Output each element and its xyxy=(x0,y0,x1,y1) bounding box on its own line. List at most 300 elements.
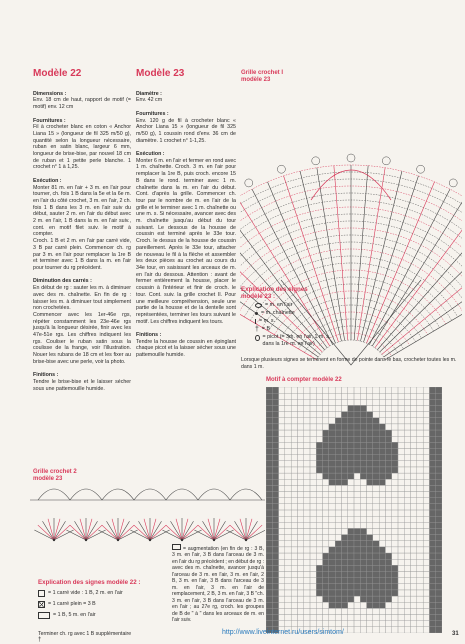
filet-cell xyxy=(297,504,303,510)
grille2-arch xyxy=(198,489,230,500)
filet-cell xyxy=(404,572,410,578)
filet-cell xyxy=(404,596,410,602)
filet-cell xyxy=(436,615,442,621)
filet-cell xyxy=(411,572,417,578)
filet-cell xyxy=(341,455,347,461)
filet-cell xyxy=(323,596,329,602)
filet-cell xyxy=(398,455,404,461)
filet-cell xyxy=(398,492,404,498)
filet-cell xyxy=(285,547,291,553)
filet-cell xyxy=(279,430,285,436)
filet-cell xyxy=(341,492,347,498)
grille1-spoke xyxy=(385,271,462,360)
filet-cell xyxy=(385,516,391,522)
filet-cell xyxy=(348,627,354,633)
filet-cell xyxy=(348,559,354,565)
filet-cell xyxy=(373,405,379,411)
filet-cell xyxy=(360,621,366,627)
filet-cell xyxy=(411,430,417,436)
filet-cell xyxy=(279,547,285,553)
filet-cell xyxy=(385,504,391,510)
filet-cell xyxy=(285,473,291,479)
model23-diametre: Env. 42 cm xyxy=(136,97,163,104)
filet-cell xyxy=(373,461,379,467)
filet-cell xyxy=(423,541,429,547)
filet-cell xyxy=(404,584,410,590)
filet-cell xyxy=(341,498,347,504)
filet-cell xyxy=(404,455,410,461)
filet-cell xyxy=(304,387,310,393)
grille2-fan-stitch xyxy=(118,519,124,540)
filet-cell xyxy=(291,479,297,485)
filet-cell xyxy=(423,547,429,553)
legend23-row-chain xyxy=(255,302,292,309)
filet-cell xyxy=(323,541,329,547)
filet-cell xyxy=(360,590,366,596)
filet-cell xyxy=(323,479,329,485)
filet-cell xyxy=(398,442,404,448)
filet-cell xyxy=(279,461,285,467)
filet-cell xyxy=(379,467,385,473)
filet-cell xyxy=(379,627,385,633)
filet-cell xyxy=(360,615,366,621)
filet-cell xyxy=(360,412,366,418)
filet-cell xyxy=(379,442,385,448)
filet-cell xyxy=(417,442,423,448)
filet-cell xyxy=(310,399,316,405)
filet-cell xyxy=(335,522,341,528)
filet-cell xyxy=(429,578,435,584)
filet-cell xyxy=(348,467,354,473)
filet-cell xyxy=(354,528,360,534)
filet-cell xyxy=(436,553,442,559)
filet-cell xyxy=(423,596,429,602)
filet-cell xyxy=(304,621,310,627)
legend23-row-sc xyxy=(255,318,275,325)
filet-cell xyxy=(310,547,316,553)
filet-cell xyxy=(279,510,285,516)
filet-cell xyxy=(411,516,417,522)
legend22-row-full xyxy=(38,601,96,608)
filet-cell xyxy=(323,528,329,534)
filet-cell xyxy=(272,535,278,541)
filet-cell xyxy=(335,412,341,418)
filet-cell xyxy=(272,442,278,448)
filet-cell xyxy=(423,528,429,534)
filet-cell xyxy=(367,565,373,571)
legend22-more-text: Terminer ch. rg avec 1 B supplémentaire xyxy=(38,630,132,637)
model23-fournitures-heading: Fournitures : xyxy=(136,110,169,117)
filet-cell xyxy=(279,590,285,596)
filet-cell xyxy=(404,578,410,584)
filet-cell xyxy=(429,455,435,461)
filet-cell xyxy=(385,399,391,405)
filet-cell xyxy=(323,578,329,584)
filet-cell xyxy=(373,399,379,405)
filet-cell xyxy=(291,412,297,418)
filet-cell xyxy=(316,522,322,528)
filet-cell xyxy=(335,510,341,516)
filet-cell xyxy=(404,559,410,565)
filet-cell xyxy=(316,473,322,479)
filet-cell xyxy=(272,590,278,596)
filet-cell xyxy=(385,584,391,590)
legend23-item: = m. s. xyxy=(259,318,276,324)
filet-cell xyxy=(354,541,360,547)
filet-cell xyxy=(423,578,429,584)
filet-cell xyxy=(266,559,272,565)
filet-cell xyxy=(367,516,373,522)
filet-cell xyxy=(417,393,423,399)
filet-cell xyxy=(323,608,329,614)
filet-cell xyxy=(373,572,379,578)
filet-cell xyxy=(354,608,360,614)
filet-cell xyxy=(279,553,285,559)
filet-cell xyxy=(417,461,423,467)
filet-cell xyxy=(373,412,379,418)
filet-cell xyxy=(272,399,278,405)
filet-cell xyxy=(373,528,379,534)
grille1-scallop xyxy=(347,154,355,162)
filet-cell xyxy=(272,572,278,578)
filet-cell xyxy=(304,492,310,498)
filet-cell xyxy=(285,498,291,504)
filet-cell xyxy=(423,449,429,455)
filet-cell xyxy=(385,455,391,461)
model23-text xyxy=(136,84,236,366)
filet-cell xyxy=(373,449,379,455)
filet-cell xyxy=(304,504,310,510)
filet-cell xyxy=(385,467,391,473)
filet-cell xyxy=(341,535,347,541)
filet-cell xyxy=(354,498,360,504)
augmentation-icon xyxy=(172,544,181,550)
filet-cell xyxy=(436,535,442,541)
filet-cell xyxy=(392,510,398,516)
filet-cell xyxy=(316,615,322,621)
legend22-item: = 1 B, 5 m. en l'air xyxy=(53,612,96,618)
filet-cell xyxy=(285,572,291,578)
filet-cell xyxy=(279,516,285,522)
filet-cell xyxy=(291,504,297,510)
filet-cell xyxy=(367,485,373,491)
filet-cell xyxy=(285,578,291,584)
filet-cell xyxy=(367,449,373,455)
filet-cell xyxy=(398,565,404,571)
filet-cell xyxy=(304,424,310,430)
filet-cell xyxy=(266,565,272,571)
filet-cell xyxy=(373,442,379,448)
filet-cell xyxy=(285,418,291,424)
filet-cell xyxy=(379,547,385,553)
filet-cell xyxy=(341,584,347,590)
filet-cell xyxy=(385,485,391,491)
grille1-scallop xyxy=(245,179,253,187)
model22-execution-heading: Exécution : xyxy=(33,177,62,184)
filet-cell xyxy=(404,492,410,498)
filet-cell xyxy=(348,430,354,436)
filet-cell xyxy=(423,399,429,405)
filet-cell xyxy=(285,412,291,418)
filet-cell xyxy=(411,455,417,461)
filet-cell xyxy=(291,528,297,534)
filet-cell xyxy=(291,498,297,504)
filet-cell xyxy=(423,424,429,430)
filet-cell xyxy=(266,412,272,418)
filet-cell xyxy=(310,578,316,584)
filet-cell xyxy=(411,436,417,442)
filet-cell xyxy=(373,535,379,541)
filet-cell xyxy=(411,412,417,418)
filet-cell xyxy=(297,547,303,553)
filet-cell xyxy=(341,436,347,442)
filet-cell xyxy=(285,602,291,608)
filet-cell xyxy=(404,424,410,430)
filet-cell xyxy=(348,596,354,602)
filet-cell xyxy=(285,393,291,399)
filet-cell xyxy=(285,553,291,559)
filet-cell xyxy=(373,393,379,399)
filet-cell xyxy=(354,522,360,528)
filet-cell xyxy=(316,553,322,559)
filet-cell xyxy=(417,572,423,578)
filet-cell xyxy=(341,596,347,602)
filet-cell xyxy=(436,399,442,405)
filet-cell xyxy=(379,541,385,547)
filet-cell xyxy=(385,387,391,393)
filet-cell xyxy=(304,399,310,405)
filet-cell xyxy=(411,418,417,424)
filet-cell xyxy=(392,436,398,442)
filet-cell xyxy=(379,455,385,461)
filet-cell xyxy=(423,405,429,411)
filet-cell xyxy=(329,424,335,430)
filet-cell xyxy=(354,430,360,436)
filet-cell xyxy=(323,461,329,467)
filet-cell xyxy=(379,412,385,418)
filet-cell xyxy=(354,559,360,565)
filet-cell xyxy=(335,547,341,553)
filet-cell xyxy=(266,504,272,510)
filet-cell xyxy=(436,461,442,467)
filet-cell xyxy=(429,387,435,393)
filet-cell xyxy=(436,504,442,510)
filet-cell xyxy=(423,590,429,596)
filet-cell xyxy=(379,572,385,578)
filet-cell xyxy=(310,516,316,522)
filet-cell xyxy=(436,485,442,491)
filet-cell xyxy=(373,559,379,565)
filet-cell xyxy=(367,492,373,498)
filet-cell xyxy=(367,479,373,485)
filet-cell xyxy=(417,596,423,602)
filet-cell xyxy=(354,479,360,485)
filet-cell xyxy=(354,572,360,578)
filet-cell xyxy=(379,405,385,411)
filet-cell xyxy=(398,430,404,436)
filet-cell xyxy=(279,498,285,504)
filet-cell xyxy=(423,608,429,614)
filet-cell xyxy=(323,436,329,442)
filet-cell xyxy=(404,498,410,504)
filet-cell xyxy=(348,602,354,608)
filet-cell xyxy=(291,602,297,608)
filet-cell xyxy=(266,485,272,491)
filet-cell xyxy=(379,492,385,498)
model22-execution: Monter 81 m. en l'air + 3 m. en l'air pour tourner, ch. fois 1 B dans la 5e et la 6e m. en l'air du côté crochet, 3 m. en l'air, 2 ch. fois 1 B dans les 3 m. en l'air suiv du début, sauter 2 m. en l'air du début avec 2 m. en l'air, 1 B dans la m. en l'air suiv., cont. en motif filet suiv. le motif à compter. Croch. 1 B et 2 m. en l'air par carré vide, 3 B par carré plein. Commencer ch. rg par 3 m. en l'air pour remplacer la 1re B et terminer avec 1 B dans la m. en l'air pour tourner du rg précédent. xyxy=(33,184,131,271)
filet-cell xyxy=(429,516,435,522)
filet-cell xyxy=(285,565,291,571)
filet-cell xyxy=(360,541,366,547)
filet-cell xyxy=(266,461,272,467)
filet-cell xyxy=(398,627,404,633)
filet-cell xyxy=(392,578,398,584)
filet-cell xyxy=(404,430,410,436)
grille2-arch xyxy=(230,489,262,500)
filet-cell xyxy=(392,559,398,565)
filet-cell xyxy=(279,541,285,547)
filet-cell xyxy=(429,584,435,590)
filet-cell xyxy=(385,528,391,534)
filet-cell xyxy=(423,479,429,485)
filet-cell xyxy=(417,547,423,553)
filet-cell xyxy=(297,615,303,621)
filet-cell xyxy=(360,405,366,411)
filet-cell xyxy=(335,541,341,547)
filet-cell xyxy=(329,584,335,590)
filet-cell xyxy=(354,615,360,621)
grille2-fan-stitch xyxy=(150,519,156,540)
filet-cell xyxy=(360,436,366,442)
grille2-fan-stitch xyxy=(112,519,118,540)
filet-cell xyxy=(411,578,417,584)
filet-cell xyxy=(341,615,347,621)
filet-cell xyxy=(329,405,335,411)
filet-cell xyxy=(429,436,435,442)
filet-cell xyxy=(354,467,360,473)
filet-cell xyxy=(423,553,429,559)
filet-cell xyxy=(304,602,310,608)
filet-cell xyxy=(266,424,272,430)
filet-cell xyxy=(348,565,354,571)
filet-cell xyxy=(367,535,373,541)
filet-cell xyxy=(335,516,341,522)
legend23-item: = picot (= 3m. en l'air, 1 m. s. dans la 1re m. en l'air) xyxy=(262,334,331,347)
filet-cell xyxy=(436,572,442,578)
filet-cell xyxy=(392,399,398,405)
filet-cell xyxy=(323,399,329,405)
filet-cell xyxy=(329,559,335,565)
filet-cell xyxy=(385,436,391,442)
filet-cell xyxy=(316,504,322,510)
grille2-arch xyxy=(134,489,166,500)
filet-cell xyxy=(436,627,442,633)
filet-cell xyxy=(329,522,335,528)
filet-cell xyxy=(323,393,329,399)
grille2-fan-stitch xyxy=(80,519,86,540)
filet-cell xyxy=(354,412,360,418)
filet-cell xyxy=(354,455,360,461)
filet-cell xyxy=(348,504,354,510)
filet-cell xyxy=(335,621,341,627)
filet-cell xyxy=(360,510,366,516)
filet-cell xyxy=(385,449,391,455)
filet-cell xyxy=(423,572,429,578)
filet-cell xyxy=(279,596,285,602)
filet-cell xyxy=(323,412,329,418)
filet-cell xyxy=(373,430,379,436)
filet-cell xyxy=(316,584,322,590)
filet-cell xyxy=(417,498,423,504)
filet-cell xyxy=(297,498,303,504)
filet-cell xyxy=(329,485,335,491)
filet-cell xyxy=(423,627,429,633)
filet-cell xyxy=(323,559,329,565)
filet-cell xyxy=(404,387,410,393)
filet-cell xyxy=(279,479,285,485)
filet-cell xyxy=(310,565,316,571)
grille1-spoke xyxy=(284,176,339,342)
filet-cell xyxy=(436,442,442,448)
filet-cell xyxy=(429,504,435,510)
filet-cell xyxy=(404,405,410,411)
filet-cell xyxy=(266,467,272,473)
filet-cell xyxy=(285,436,291,442)
filet-cell xyxy=(285,504,291,510)
filet-cell xyxy=(411,461,417,467)
filet-cell xyxy=(348,590,354,596)
filet-cell xyxy=(323,572,329,578)
filet-cell xyxy=(436,455,442,461)
filet-cell xyxy=(291,553,297,559)
filet-cell xyxy=(285,615,291,621)
filet-cell xyxy=(429,615,435,621)
filet-cell xyxy=(423,387,429,393)
filet-cell xyxy=(385,541,391,547)
filet-cell xyxy=(272,504,278,510)
filet-cell xyxy=(411,602,417,608)
filet-cell xyxy=(360,387,366,393)
filet-cell xyxy=(348,405,354,411)
filet-cell xyxy=(279,572,285,578)
filet-cell xyxy=(373,504,379,510)
filet-cell xyxy=(373,596,379,602)
filet-cell xyxy=(285,522,291,528)
filet-cell xyxy=(367,418,373,424)
model22-fournitures: Fil à crocheter blanc en coton « Anchor Liana 15 » (longueur de fil 325 m/50 g), quantité selon la longueur nécessaire, ruban en satin blanc, largeur 6 mm, longueur de brise-bise, par nouvel 18 cm de ruban et 1 petite perle blanche. 1 crochet n° 1 à 1,25. xyxy=(33,124,131,171)
filet-cell xyxy=(360,584,366,590)
filet-cell xyxy=(285,424,291,430)
filet-cell xyxy=(385,627,391,633)
filet-cell xyxy=(398,615,404,621)
filet-cell xyxy=(411,504,417,510)
filet-cell xyxy=(429,553,435,559)
augmentation-desc: = augmentation (en fin de rg : 3 B, 3 m. en l'air, 3 B dans l'arceau de 3 m. en l'air du rg précédent ; en début de rg : avec des m. chaînette, avancer jusqu'à l'arceau de 3 m. en l'air, 3 m. en l'air, 2 B, 3 m. en l'air, 3 B dans l'arceau de 3 m. en l'air, 3 m. en l'air de remplacement, 2 B, 3 m. en l'air, 3 B "ch. 3 m. en l'air, 3 B dans l'arceau de 3 m. en l'air ; au 27e rg, croch. les groupes de B de " à " dans les arceaux de m. en l'air suiv. xyxy=(172,545,264,623)
filet-cell xyxy=(411,467,417,473)
filet-cell xyxy=(373,522,379,528)
filet-cell xyxy=(354,405,360,411)
filet-cell xyxy=(272,516,278,522)
filet-cell xyxy=(404,479,410,485)
filet-cell xyxy=(417,522,423,528)
filet-cell xyxy=(304,528,310,534)
filet-cell xyxy=(392,590,398,596)
filet-cell xyxy=(360,455,366,461)
filet-cell xyxy=(429,608,435,614)
filet-cell xyxy=(297,436,303,442)
filet-cell xyxy=(329,615,335,621)
filet-cell xyxy=(279,621,285,627)
